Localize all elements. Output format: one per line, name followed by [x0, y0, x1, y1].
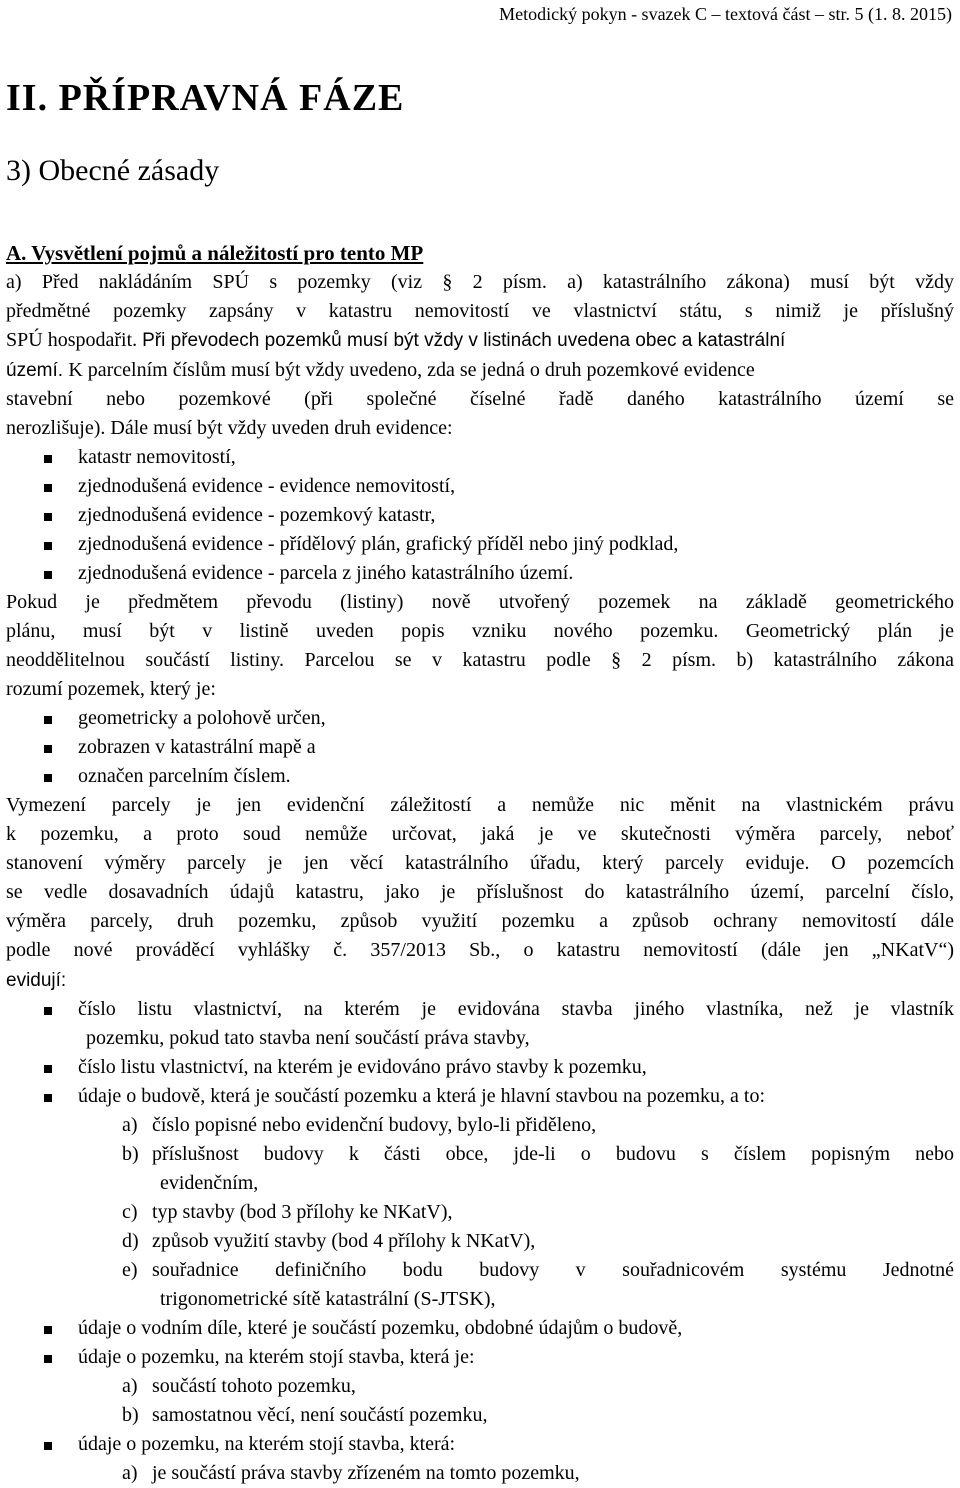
- list-item: číslo listu vlastnictví, na kterém je evidováno právo stavby k pozemku,: [78, 1056, 647, 1078]
- bullet-square-icon: [44, 1442, 52, 1450]
- bullet-square-icon: [44, 1094, 52, 1102]
- paragraph-text: nerozlišuje).: [6, 417, 106, 439]
- bullet-square-icon: [44, 571, 52, 579]
- sublist-marker: b): [122, 1404, 139, 1426]
- list-item: údaje o vodním díle, které je součástí pozemku, obdobné údajům o budově,: [78, 1317, 683, 1339]
- section-title: 3) Obecné zásady: [6, 154, 220, 187]
- paragraph-line: Vymezení parcely je jen evidenční záležitostí a nemůže nic měnit na vlastnickém právu: [6, 794, 954, 816]
- page-header: Metodický pokyn - svazek C – textová část – str. 5 (1. 8. 2015): [499, 4, 952, 24]
- sublist-item: typ stavby (bod 3 přílohy ke NKatV),: [152, 1201, 453, 1223]
- list-item: údaje o budově, která je součástí pozemku a která je hlavní stavbou na pozemku, a to:: [78, 1085, 766, 1107]
- paragraph-text: stanovení výměry parcely je jen věcí katastrálního úřadu, který parcely eviduje.: [6, 852, 810, 874]
- list-item: katastr nemovitostí,: [78, 446, 236, 468]
- bullet-square-icon: [44, 484, 52, 492]
- bullet-square-icon: [44, 1007, 52, 1015]
- paragraph-line: [6, 646, 954, 675]
- subsection-heading: A. Vysvětlení pojmů a náležitostí pro tento MP: [6, 241, 424, 265]
- sublist-marker: e): [122, 1259, 138, 1281]
- paragraph-text: neoddělitelnou součástí listiny.: [6, 649, 284, 671]
- paragraph-text: O pozemcích: [831, 852, 954, 874]
- sublist-marker: c): [122, 1201, 138, 1223]
- list-item: zobrazen v katastrální mapě a: [78, 736, 316, 758]
- paragraph-line: evidují:: [6, 970, 67, 991]
- paragraph-text: Dále musí být vždy uveden druh evidence:: [110, 417, 453, 439]
- paragraph-line: se vedle dosavadních údajů katastru, jako je příslušnost do katastrálního území, parcelní číslo,: [6, 881, 954, 903]
- list-item: údaje o pozemku, na kterém stojí stavba, která je:: [78, 1346, 475, 1368]
- sublist-marker: b): [122, 1143, 139, 1165]
- list-item: zjednodušená evidence - evidence nemovitostí,: [78, 475, 456, 497]
- list-item: geometricky a polohově určen,: [78, 707, 326, 729]
- sublist-item: způsob využití stavby (bod 4 přílohy k NKatV),: [152, 1230, 536, 1252]
- list-item: zjednodušená evidence - přídělový plán, grafický příděl nebo jiný podklad,: [78, 533, 679, 555]
- paragraph-line: k pozemku, a proto soud nemůže určovat, jaká je ve skutečnosti výměra parcely, neboť: [6, 823, 954, 845]
- paragraph-text: plánu, musí být v listině uveden popis vzniku nového pozemku.: [6, 620, 719, 642]
- paragraph-line: [6, 356, 954, 385]
- paragraph-line: Pokud je předmětem převodu (listiny) nově utvořený pozemek na základě geometrického: [6, 591, 954, 613]
- paragraph-line: předmětné pozemky zapsány v katastru nemovitostí ve vlastnictví státu, s nimiž je příslušný: [6, 300, 954, 322]
- paragraph-line: [6, 414, 954, 443]
- paragraph-line: [6, 326, 954, 355]
- bullet-square-icon: [44, 1355, 52, 1363]
- paragraph-text: Parcelou se v katastru podle § 2 písm. b) katastrálního zákona: [304, 649, 954, 671]
- sublist-item: je součástí práva stavby zřízeném na tomto pozemku,: [152, 1462, 580, 1484]
- bullet-square-icon: [44, 455, 52, 463]
- bullet-square-icon: [44, 745, 52, 753]
- paragraph-text: K parcelním číslům musí být vždy uvedeno, zda se jedná o druh pozemkové evidence: [68, 359, 755, 381]
- bullet-square-icon: [44, 513, 52, 521]
- sublist-item: souřadnice definičního bodu budovy v souřadnicovém systému Jednotné: [152, 1259, 954, 1281]
- chapter-title: II. PŘÍPRAVNÁ FÁZE: [6, 77, 405, 119]
- bullet-square-icon: [44, 1065, 52, 1073]
- sublist-item-continuation: trigonometrické sítě katastrální (S-JTSK),: [160, 1288, 496, 1310]
- sublist-marker: a): [122, 1462, 138, 1484]
- paragraph-text: SPÚ hospodařit.: [6, 329, 138, 351]
- sublist-item: příslušnost budovy k části obce, jde-li o budovu s číslem popisným nebo: [152, 1143, 954, 1165]
- paragraph-line: výměra parcely, druh pozemku, způsob využití pozemku a způsob ochrany nemovitostí dále: [6, 910, 954, 932]
- paragraph-line: [6, 849, 954, 878]
- paragraph-line: a) Před nakládáním SPÚ s pozemky (viz § 2 písm. a) katastrálního zákona) musí být vždy: [6, 271, 954, 293]
- bullet-square-icon: [44, 1326, 52, 1334]
- paragraph-text: Geometrický plán je: [745, 620, 954, 642]
- list-item: označen parcelním číslem.: [78, 765, 291, 787]
- list-item-continuation: pozemku, pokud tato stavba není součástí práva stavby,: [86, 1027, 530, 1049]
- bullet-square-icon: [44, 542, 52, 550]
- sublist-item: součástí tohoto pozemku,: [152, 1375, 356, 1397]
- paragraph-line: [6, 617, 954, 646]
- sublist-marker: a): [122, 1114, 138, 1136]
- list-item: zjednodušená evidence - parcela z jiného katastrálního území.: [78, 562, 574, 584]
- paragraph-line: rozumí pozemek, který je:: [6, 678, 216, 700]
- sublist-item: číslo popisné nebo evidenční budovy, bylo-li přiděleno,: [152, 1114, 597, 1136]
- list-item: zjednodušená evidence - pozemkový katastr,: [78, 504, 436, 526]
- bullet-square-icon: [44, 716, 52, 724]
- sublist-item: samostatnou věcí, není součástí pozemku,: [152, 1404, 488, 1426]
- paragraph-text: Při převodech pozemků musí být vždy v listinách uvedena obec a katastrální: [142, 330, 786, 351]
- list-item: číslo listu vlastnictví, na kterém je evidována stavba jiného vlastníka, než je vlastník: [78, 998, 954, 1020]
- list-item: údaje o pozemku, na kterém stojí stavba, která:: [78, 1433, 456, 1455]
- sublist-item-continuation: evidenčním,: [160, 1172, 259, 1194]
- bullet-square-icon: [44, 774, 52, 782]
- paragraph-line: stavební nebo pozemkové (při společné číselné řadě daného katastrálního území se: [6, 388, 954, 410]
- paragraph-text: území.: [6, 360, 64, 381]
- sublist-marker: a): [122, 1375, 138, 1397]
- sublist-marker: d): [122, 1230, 139, 1252]
- paragraph-line: podle nové prováděcí vyhlášky č. 357/2013 Sb., o katastru nemovitostí (dále jen „NKatV“): [6, 939, 954, 961]
